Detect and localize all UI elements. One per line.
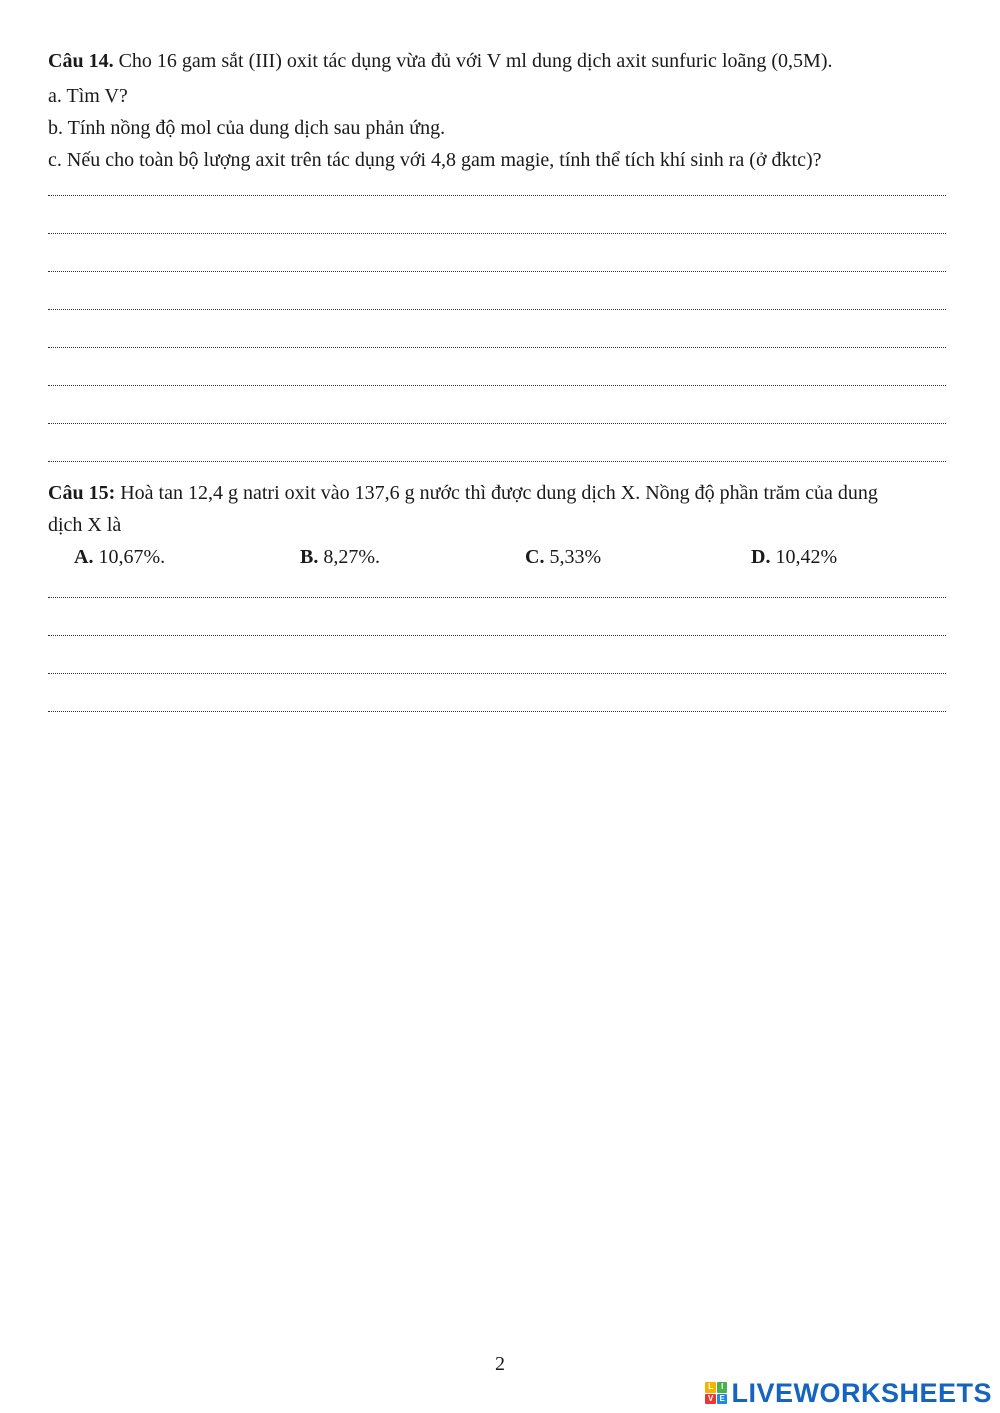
option-b-value: 8,27%. (318, 546, 381, 568)
liveworksheets-brand (705, 1378, 992, 1408)
option-a-letter: A. (74, 546, 94, 568)
answer-line-q14-1[interactable] (48, 195, 946, 196)
question-14-text: Cho 16 gam sắt (III) oxit tác dụng vừa đủ với V ml dung dịch axit sunfuric loãng (0,5M). (113, 50, 833, 72)
answer-line-q14-6[interactable] (48, 385, 946, 386)
question-15-text-continued: dịch X là (48, 514, 122, 536)
answer-line-q15-3[interactable] (48, 673, 946, 674)
logo-letter-l: L (705, 1382, 716, 1393)
question-15-stem (48, 481, 953, 505)
answer-line-q14-2[interactable] (48, 233, 946, 234)
answer-line-q15-2[interactable] (48, 635, 946, 636)
question-14-part-b: b. Tính nồng độ mol của dung dịch sau phản ứng. (48, 117, 446, 139)
option-d-letter: D. (751, 546, 771, 568)
logo-letter-i: I (717, 1382, 728, 1393)
option-c-value: 5,33% (544, 546, 602, 568)
option-b-letter: B. (300, 546, 319, 568)
question-15-label: Câu 15: (48, 482, 116, 504)
option-c-letter: C. (525, 546, 545, 568)
question-14-stem (48, 49, 953, 73)
brand-name: LIVEWORKSHEETS (731, 1378, 992, 1408)
option-d-value: 10,42% (770, 546, 838, 568)
page-number: 2 (495, 1353, 505, 1375)
answer-line-q15-1[interactable] (48, 597, 946, 598)
option-b[interactable] (300, 544, 380, 570)
question-15-options (48, 544, 953, 570)
question-14-part-c: c. Nếu cho toàn bộ lượng axit trên tác dụng với 4,8 gam magie, tính thể tích khí sinh ra (ở đktc)? (48, 149, 822, 171)
question-14-part-a: a. Tìm V? (48, 85, 128, 107)
option-c[interactable] (525, 544, 601, 570)
answer-line-q14-3[interactable] (48, 271, 946, 272)
question-14-label: Câu 14. (48, 50, 114, 72)
option-a[interactable] (74, 544, 165, 570)
answer-line-q14-7[interactable] (48, 423, 946, 424)
option-d[interactable] (751, 544, 837, 570)
logo-letter-e: E (717, 1394, 728, 1405)
answer-line-q14-5[interactable] (48, 347, 946, 348)
question-15-text: Hoà tan 12,4 g natri oxit vào 137,6 g nước thì được dung dịch X. Nồng độ phần trăm của dung (115, 482, 878, 504)
liveworksheets-logo-icon (705, 1382, 727, 1404)
option-a-value: 10,67%. (93, 546, 166, 568)
answer-line-q15-4[interactable] (48, 711, 946, 712)
answer-line-q14-4[interactable] (48, 309, 946, 310)
answer-line-q14-8[interactable] (48, 461, 946, 462)
logo-letter-v: V (705, 1394, 716, 1405)
